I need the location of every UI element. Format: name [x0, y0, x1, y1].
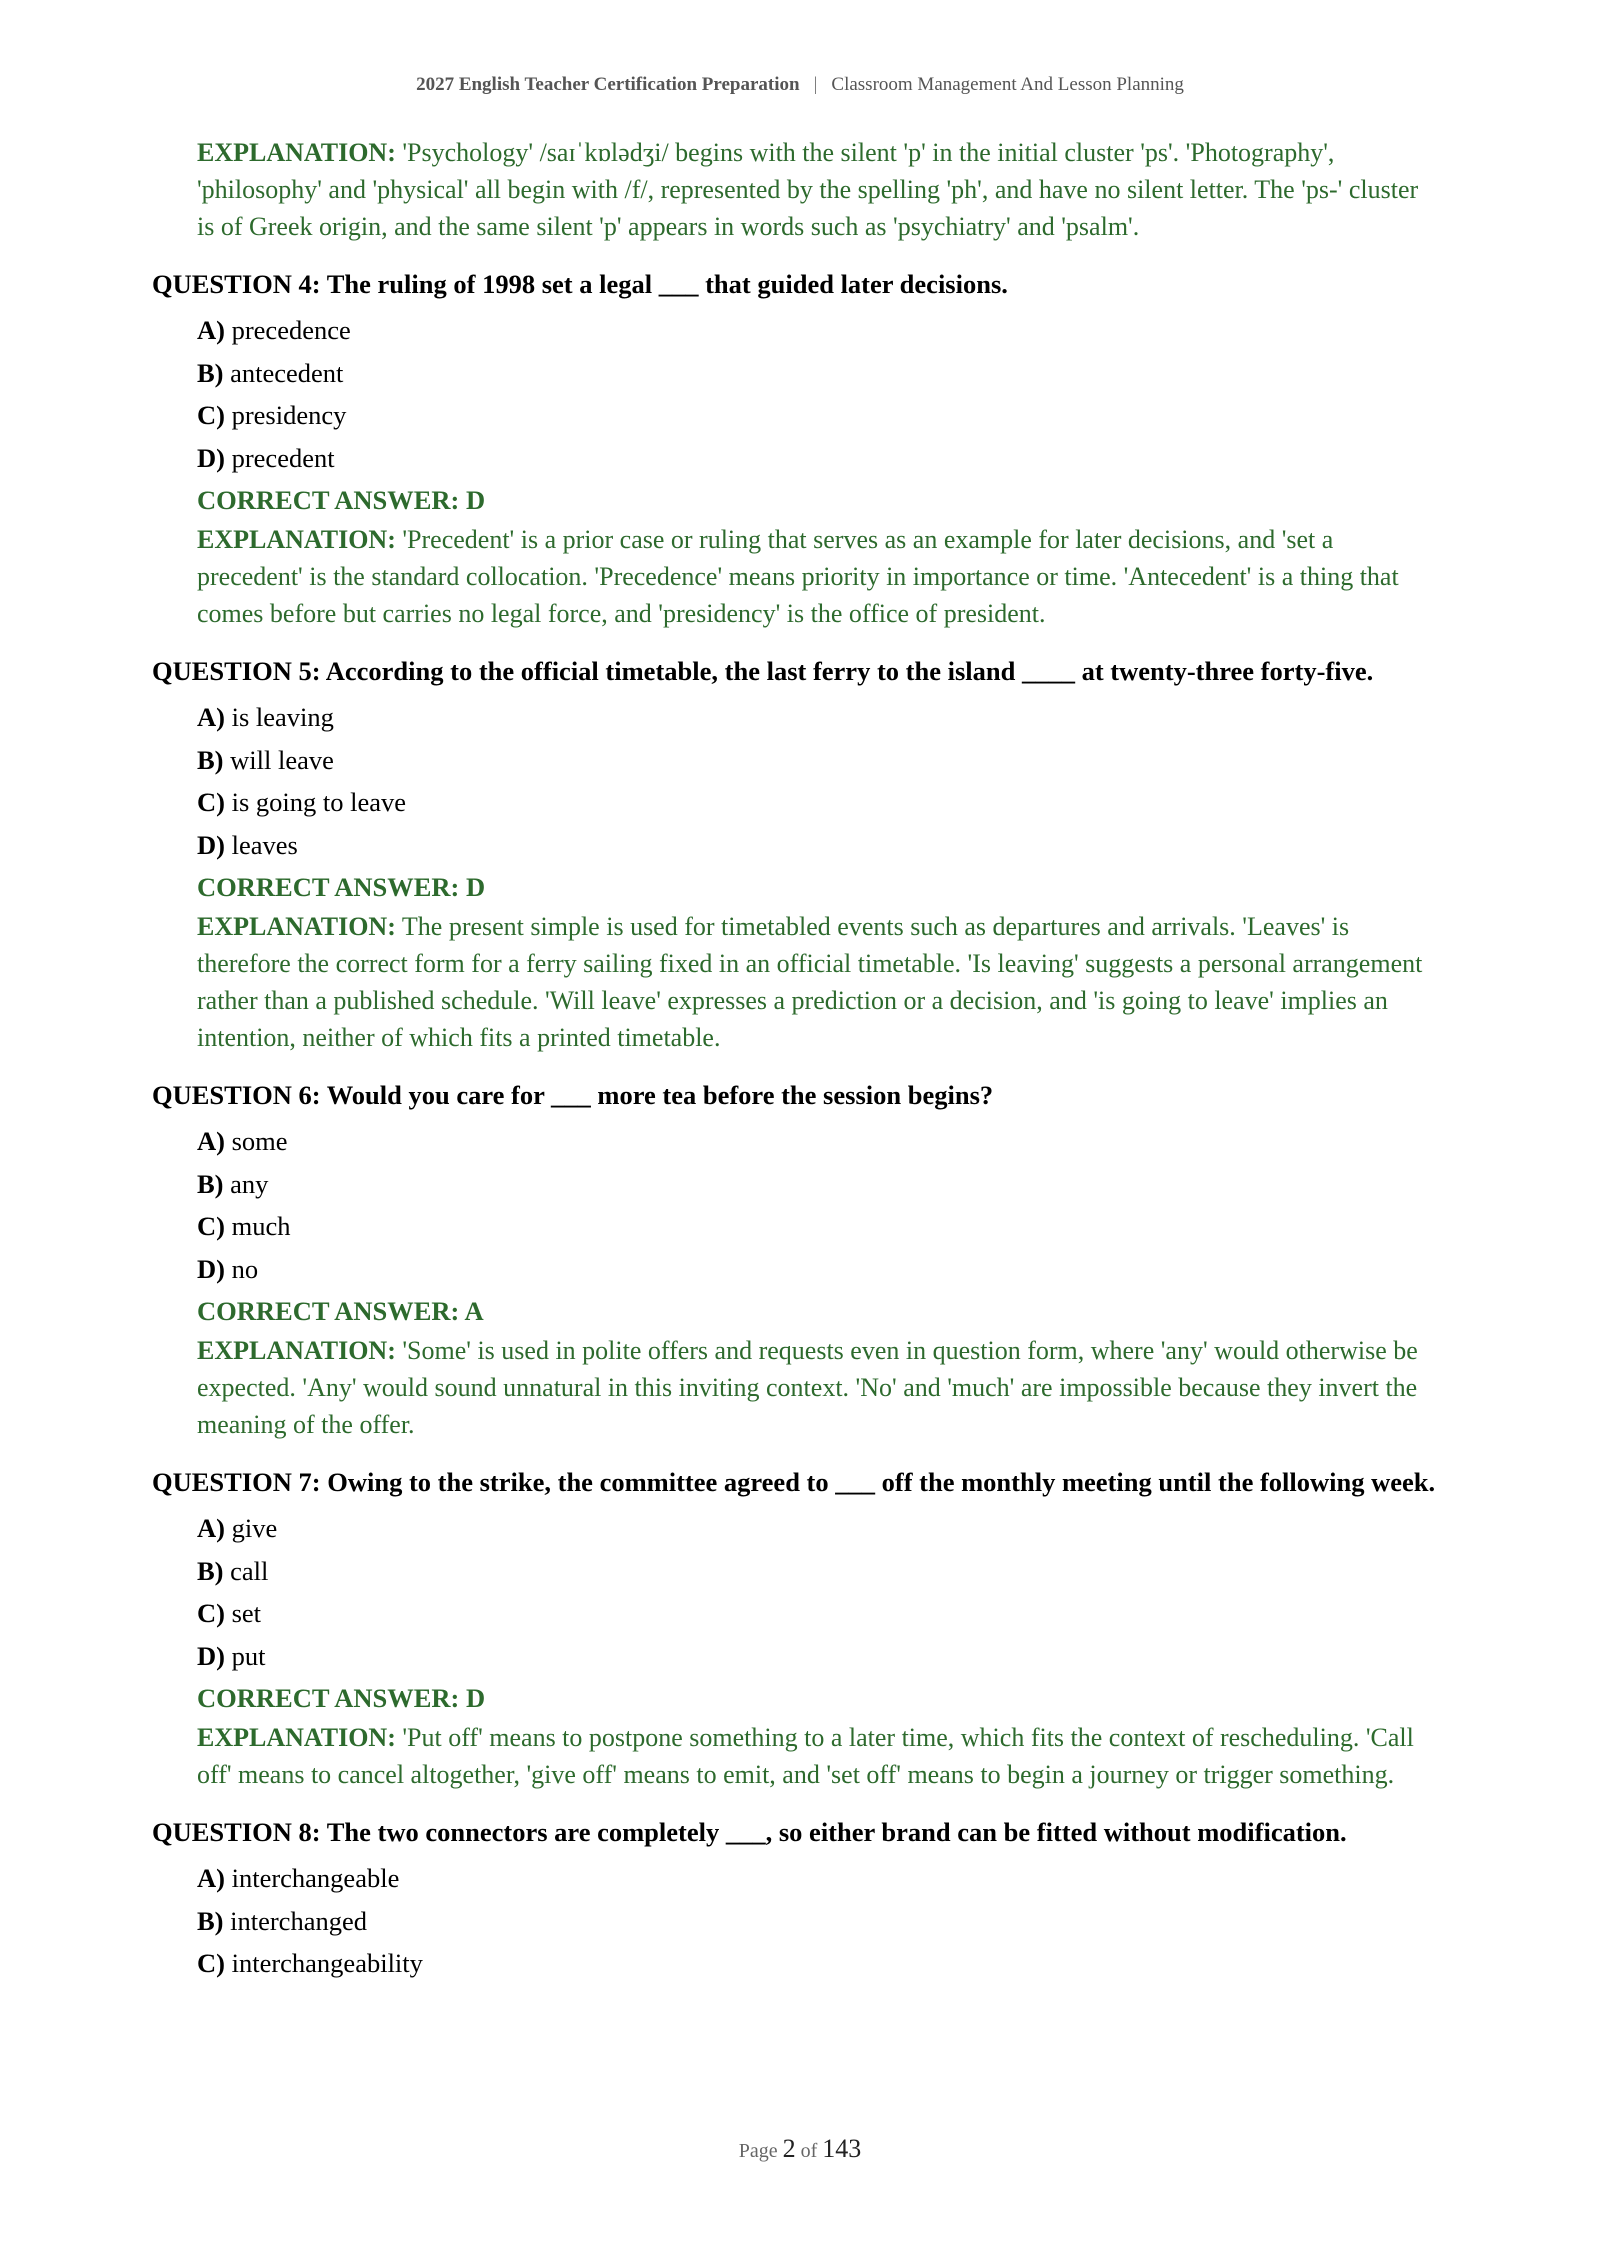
option-4c: [197, 394, 1442, 437]
header-subtitle: Classroom Management And Lesson Planning: [831, 74, 1184, 95]
explanation-text: 'Psychology' /saɪˈkɒlədʒi/ begins with the silent 'p' in the initial cluster 'ps'. 'Photography', 'philosophy' and 'physical' all begin with /f/, represented by the spelling 'ph', and have no silent letter. The 'ps-' cluster is of Greek origin, and the same silent 'p' appears in words such as 'psychiatry' and 'psalm'.: [197, 138, 1419, 241]
option-letter: C): [197, 1948, 225, 1978]
option-text: some: [231, 1126, 288, 1156]
question-8-title: QUESTION 8: The two connectors are completely ___, so either brand can be fitted without modification.: [152, 1817, 1347, 1847]
option-8c: [197, 1942, 1442, 1985]
explanation-label: EXPLANATION:: [197, 1723, 396, 1752]
option-letter: C): [197, 400, 225, 430]
explanation-q3: [197, 134, 1442, 245]
option-text: precedent: [231, 442, 335, 473]
footer-of-word: of: [800, 2140, 818, 2162]
header-separator: |: [813, 74, 818, 95]
option-letter: D): [197, 1253, 225, 1284]
option-6a: [197, 1120, 1442, 1163]
option-7c: [197, 1592, 1442, 1635]
running-header: [0, 74, 1600, 96]
correct-answer-5: CORRECT ANSWER: D: [197, 872, 486, 902]
option-5d: [197, 824, 1442, 867]
footer-page-word: Page: [738, 2140, 778, 2162]
option-4a: [197, 309, 1442, 352]
option-7d: [197, 1635, 1442, 1678]
explanation-q7: [197, 1719, 1442, 1793]
option-letter: A): [197, 1513, 225, 1543]
option-letter: B): [197, 1905, 224, 1936]
option-5b: [197, 739, 1442, 782]
question-5-title: QUESTION 5: According to the official timetable, the last ferry to the island ____ at twenty-three forty-five.: [152, 656, 1374, 686]
option-5a: [197, 696, 1442, 739]
option-5c: [197, 781, 1442, 824]
option-text: any: [230, 1168, 269, 1199]
option-letter: C): [197, 787, 225, 817]
correct-answer-6: CORRECT ANSWER: A: [197, 1296, 484, 1326]
option-text: is leaving: [231, 702, 334, 732]
explanation-label: EXPLANATION:: [197, 138, 396, 167]
option-text: interchanged: [230, 1905, 367, 1936]
option-text: antecedent: [230, 357, 344, 388]
option-4d: [197, 437, 1442, 480]
option-letter: B): [197, 744, 224, 775]
option-6b: [197, 1163, 1442, 1206]
option-letter: A): [197, 315, 225, 345]
option-text: put: [231, 1640, 266, 1671]
option-letter: B): [197, 1168, 224, 1199]
option-6c: [197, 1205, 1442, 1248]
option-letter: D): [197, 829, 225, 860]
option-letter: A): [197, 702, 225, 732]
option-8a: [197, 1857, 1442, 1900]
header-title: 2027 English Teacher Certification Preparation: [416, 74, 800, 95]
option-text: no: [231, 1253, 259, 1284]
option-6d: [197, 1248, 1442, 1291]
explanation-label: EXPLANATION:: [197, 912, 396, 941]
explanation-text: The present simple is used for timetabled events such as departures and arrivals. 'Leaves' is therefore the correct form for a ferry sailing fixed in an official timetable. 'Is leaving' suggests a personal arrangement rather than a published schedule. 'Will leave' expresses a prediction or a decision, and 'is going to leave' implies an intention, neither of which fits a printed timetable.: [197, 912, 1423, 1052]
footer-total-pages: 143: [822, 2134, 862, 2163]
explanation-q5: [197, 908, 1442, 1056]
option-text: precedence: [231, 315, 351, 345]
option-text: give: [231, 1513, 278, 1543]
option-letter: D): [197, 442, 225, 473]
page-footer: [0, 2134, 1600, 2164]
option-text: set: [231, 1598, 262, 1628]
explanation-text: 'Precedent' is a prior case or ruling that serves as an example for later decisions, and 'set a precedent' is the standard collocation. 'Precedence' means priority in importance or time. 'Antecedent' is a thing that comes before but carries no legal force, and 'presidency' is the office of president.: [197, 525, 1399, 628]
correct-answer-4: CORRECT ANSWER: D: [197, 485, 486, 515]
explanation-text: 'Put off' means to postpone something to a later time, which fits the context of rescheduling. 'Call off' means to cancel altogether, 'give off' means to emit, and 'set off' means to begin a journey or trigger something.: [197, 1723, 1414, 1789]
option-text: call: [230, 1555, 269, 1586]
option-8b: [197, 1900, 1442, 1943]
page-content: [152, 134, 1442, 1985]
option-letter: C): [197, 1598, 225, 1628]
footer-page-number: 2: [782, 2134, 796, 2163]
option-7b: [197, 1550, 1442, 1593]
option-text: much: [231, 1211, 291, 1241]
question-6-title: QUESTION 6: Would you care for ___ more tea before the session begins?: [152, 1080, 994, 1110]
option-4b: [197, 352, 1442, 395]
option-text: interchangeability: [231, 1948, 423, 1978]
option-letter: D): [197, 1640, 225, 1671]
option-text: leaves: [231, 829, 298, 860]
option-text: presidency: [231, 400, 347, 430]
correct-answer-7: CORRECT ANSWER: D: [197, 1683, 486, 1713]
option-letter: B): [197, 357, 224, 388]
option-letter: C): [197, 1211, 225, 1241]
question-7-title: QUESTION 7: Owing to the strike, the committee agreed to ___ off the monthly meeting until the following week.: [152, 1467, 1436, 1497]
explanation-label: EXPLANATION:: [197, 525, 396, 554]
option-letter: A): [197, 1126, 225, 1156]
option-text: interchangeable: [231, 1863, 400, 1893]
question-4-title: QUESTION 4: The ruling of 1998 set a legal ___ that guided later decisions.: [152, 269, 1008, 299]
option-letter: A): [197, 1863, 225, 1893]
option-text: will leave: [230, 744, 334, 775]
explanation-q6: [197, 1332, 1442, 1443]
option-7a: [197, 1507, 1442, 1550]
explanation-text: 'Some' is used in polite offers and requests even in question form, where 'any' would otherwise be expected. 'Any' would sound unnatural in this inviting context. 'No' and 'much' are impossible because they invert the meaning of the offer.: [197, 1336, 1418, 1439]
explanation-label: EXPLANATION:: [197, 1336, 396, 1365]
explanation-q4: [197, 521, 1442, 632]
option-letter: B): [197, 1555, 224, 1586]
option-text: is going to leave: [231, 787, 407, 817]
